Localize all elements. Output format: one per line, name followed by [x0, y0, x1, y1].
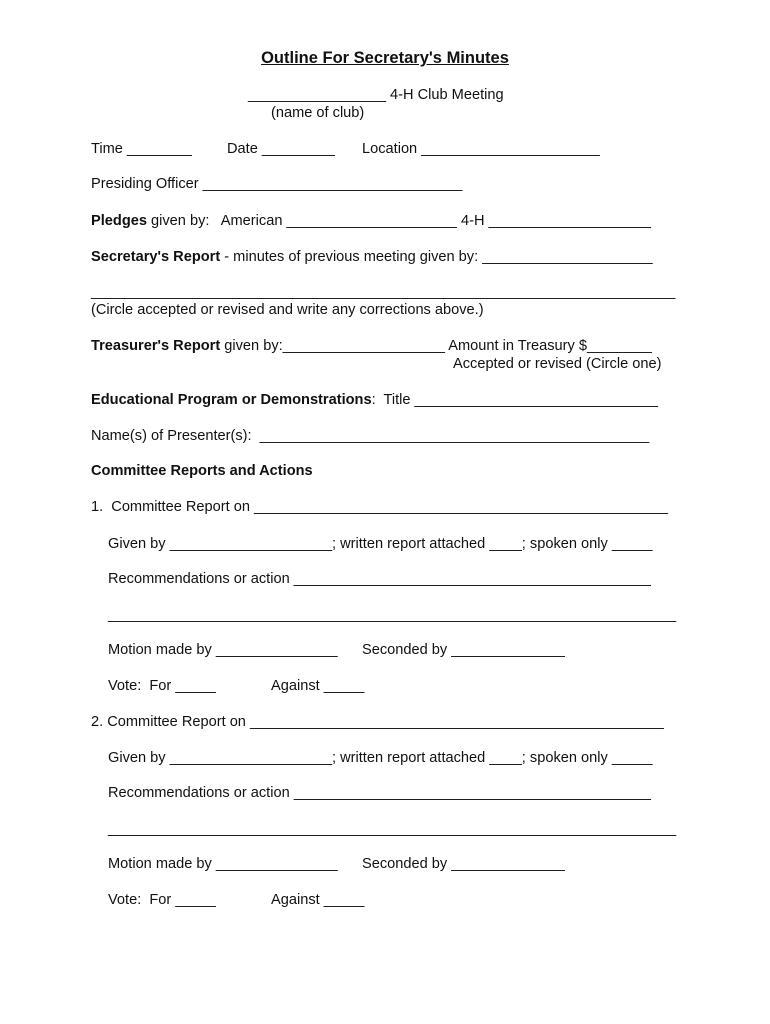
treasurer-report-line — [91, 337, 652, 355]
committee-1-vote-for: Vote: For _____ — [108, 678, 216, 694]
treasurer-report-text: given by:____________________ Amount in Treasury $________ — [220, 338, 652, 354]
committee-1-motion: Motion made by _______________ — [108, 642, 338, 658]
secretary-report-text: - minutes of previous meeting given by: _____________________ — [220, 249, 653, 265]
committee-2-recommendations: Recommendations or action ____________________________________________ — [108, 785, 651, 801]
committee-2-given-by: Given by ____________________; written report attached ____; spoken only _____ — [108, 750, 653, 766]
committee-2-against: Against _____ — [271, 892, 365, 908]
club-name-blank: _________________ — [248, 87, 386, 103]
committee-2-report: 2. Committee Report on ___________________________________________________ — [91, 714, 664, 730]
committee-1-recommendations: Recommendations or action ____________________________________________ — [108, 571, 651, 587]
committee-heading: Committee Reports and Actions — [91, 463, 313, 479]
time-field: Time ________ — [91, 141, 192, 157]
presiding-officer-field: Presiding Officer ________________________________ — [91, 176, 463, 192]
committee-2-vote-for: Vote: For _____ — [108, 892, 216, 908]
committee-1-against: Against _____ — [271, 678, 365, 694]
committee-1-report: 1. Committee Report on ___________________________________________________ — [91, 499, 668, 515]
committee-1-given-by: Given by ____________________; written report attached ____; spoken only _____ — [108, 536, 653, 552]
committee-1-blank-line: ______________________________________________________________________ — [108, 607, 677, 623]
education-line — [91, 391, 658, 409]
pledges-label: Pledges — [91, 213, 147, 229]
date-field: Date _________ — [227, 141, 335, 157]
form-title: Outline For Secretary's Minutes — [261, 49, 509, 67]
committee-2-motion: Motion made by _______________ — [108, 856, 338, 872]
presenters-field: Name(s) of Presenter(s): ________________________________________________ — [91, 428, 650, 444]
club-name-line — [248, 86, 504, 104]
club-meeting-label: 4-H Club Meeting — [385, 87, 504, 103]
location-field: Location ______________________ — [362, 141, 600, 157]
pledges-text: given by: American _____________________ 4-H ____________________ — [146, 213, 651, 229]
committee-1-seconded: Seconded by ______________ — [362, 642, 565, 658]
education-title-field: : Title ______________________________ — [371, 392, 659, 408]
treasurer-status: Accepted or revised (Circle one) — [453, 356, 662, 372]
pledges-line — [91, 212, 651, 230]
club-name-caption: (name of club) — [271, 105, 365, 121]
secretary-corrections-line: ________________________________________________________________________ — [91, 284, 676, 300]
secretary-note: (Circle accepted or revised and write any corrections above.) — [91, 302, 484, 318]
treasurer-report-label: Treasurer's Report — [91, 338, 221, 354]
committee-2-seconded: Seconded by ______________ — [362, 856, 565, 872]
education-label: Educational Program or Demonstrations — [91, 392, 372, 408]
secretary-report-line — [91, 248, 653, 266]
committee-2-blank-line: ______________________________________________________________________ — [108, 821, 677, 837]
secretary-report-label: Secretary's Report — [91, 249, 221, 265]
